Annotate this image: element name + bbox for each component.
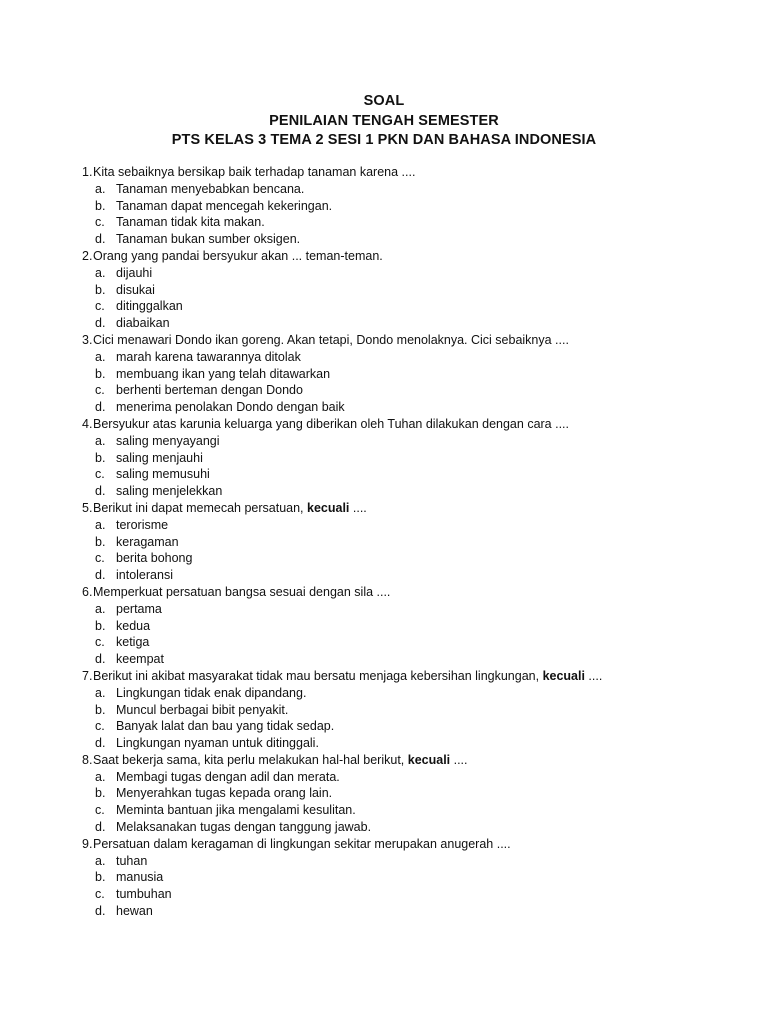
option-letter: d. xyxy=(95,652,106,667)
answer-option xyxy=(82,634,722,651)
question-item xyxy=(82,752,722,836)
option-letter: b. xyxy=(95,366,106,381)
question-item xyxy=(82,836,722,920)
option-text: disukai xyxy=(116,282,155,297)
option-text: saling menjelekkan xyxy=(116,484,223,499)
question-text: Berikut ini akibat masyarakat tidak mau bersatu menjaga kebersihan lingkungan, xyxy=(93,668,543,683)
option-letter: b. xyxy=(95,534,106,549)
option-text: tumbuhan xyxy=(116,887,172,902)
question-text: Memperkuat persatuan bangsa sesuai dengan sila .... xyxy=(93,584,391,599)
answer-option xyxy=(82,466,722,483)
question-text: Orang yang pandai bersyukur akan ... teman-teman. xyxy=(93,248,383,263)
option-list xyxy=(82,181,722,248)
option-text: manusia xyxy=(116,870,164,885)
answer-option xyxy=(82,618,722,635)
option-text: pertama xyxy=(116,601,162,616)
option-text: ditinggalkan xyxy=(116,299,183,314)
question-line xyxy=(82,500,722,517)
option-letter: c. xyxy=(95,887,105,902)
question-line xyxy=(82,752,722,769)
answer-option xyxy=(82,785,722,802)
question-text: Saat bekerja sama, kita perlu melakukan hal-hal berikut, xyxy=(93,752,408,767)
question-number: 3. xyxy=(82,332,93,347)
question-number: 7. xyxy=(82,668,93,683)
option-letter: d. xyxy=(95,736,106,751)
option-letter: a. xyxy=(95,853,106,868)
answer-option xyxy=(82,769,722,786)
answer-option xyxy=(82,567,722,584)
option-letter: a. xyxy=(95,601,106,616)
answer-option xyxy=(82,282,722,299)
header-subtitle: PENILAIAN TENGAH SEMESTER xyxy=(269,112,499,129)
answer-option xyxy=(82,869,722,886)
option-list xyxy=(82,349,722,416)
option-text: keempat xyxy=(116,652,164,667)
question-text: Persatuan dalam keragaman di lingkungan sekitar merupakan anugerah .... xyxy=(93,836,511,851)
answer-option xyxy=(82,517,722,534)
question-emphasis: kecuali xyxy=(307,500,350,515)
option-text: Menyerahkan tugas kepada orang lain. xyxy=(116,786,333,801)
answer-option xyxy=(82,903,722,920)
option-text: saling memusuhi xyxy=(116,467,210,482)
option-letter: b. xyxy=(95,198,106,213)
option-letter: d. xyxy=(95,232,106,247)
option-text: dijauhi xyxy=(116,265,153,280)
answer-option xyxy=(82,550,722,567)
question-text: Kita sebaiknya bersikap baik terhadap tanaman karena .... xyxy=(93,165,416,179)
answer-option xyxy=(82,853,722,870)
question-number: 8. xyxy=(82,752,93,767)
option-text: Lingkungan tidak enak dipandang. xyxy=(116,685,307,700)
answer-option xyxy=(82,718,722,735)
option-text: Muncul berbagai bibit penyakit. xyxy=(116,702,289,717)
question-number: 6. xyxy=(82,584,93,599)
answer-option xyxy=(82,735,722,752)
option-text: Melaksanakan tugas dengan tanggung jawab. xyxy=(116,820,372,835)
option-text: ketiga xyxy=(116,635,150,650)
option-letter: b. xyxy=(95,618,106,633)
option-letter: a. xyxy=(95,265,106,280)
question-number: 9. xyxy=(82,836,93,851)
answer-option xyxy=(82,298,722,315)
option-letter: d. xyxy=(95,316,106,331)
question-item xyxy=(82,668,722,752)
question-item xyxy=(82,416,722,500)
answer-option xyxy=(82,450,722,467)
answer-option xyxy=(82,366,722,383)
option-list xyxy=(82,769,722,836)
question-emphasis: kecuali xyxy=(407,752,451,767)
question-number: 1. xyxy=(82,165,93,179)
answer-option xyxy=(82,399,722,416)
answer-option xyxy=(82,231,722,248)
answer-option xyxy=(82,382,722,399)
option-text: membuang ikan yang telah ditawarkan xyxy=(116,366,331,381)
option-text: Tanaman tidak kita makan. xyxy=(116,215,265,230)
option-text: Tanaman bukan sumber oksigen. xyxy=(116,232,301,247)
option-text: saling menjauhi xyxy=(116,450,203,465)
question-suffix: .... xyxy=(584,668,603,683)
answer-option xyxy=(82,819,722,836)
question-line xyxy=(82,836,722,853)
header-course-line: PTS KELAS 3 TEMA 2 SESI 1 PKN DAN BAHASA INDONESIA xyxy=(171,132,597,148)
option-text: Tanaman menyebabkan bencana. xyxy=(116,181,305,196)
option-letter: c. xyxy=(95,215,105,230)
option-letter: a. xyxy=(95,769,106,784)
option-text: hewan xyxy=(116,904,153,919)
option-text: menerima penolakan Dondo dengan baik xyxy=(116,400,345,415)
answer-option xyxy=(82,702,722,719)
question-text: Berikut ini dapat memecah persatuan, xyxy=(93,500,308,515)
option-list xyxy=(82,685,722,752)
option-letter: c. xyxy=(95,803,105,818)
question-text: Bersyukur atas karunia keluarga yang diberikan oleh Tuhan dilakukan dengan cara .... xyxy=(93,416,569,431)
option-text: Tanaman dapat mencegah kekeringan. xyxy=(116,198,333,213)
option-letter: d. xyxy=(95,904,106,919)
option-letter: c. xyxy=(95,551,105,566)
question-list xyxy=(82,164,722,920)
answer-option xyxy=(82,214,722,231)
question-line xyxy=(82,248,722,265)
option-letter: c. xyxy=(95,635,105,650)
option-letter: a. xyxy=(95,685,106,700)
option-text: keragaman xyxy=(116,534,179,549)
option-letter: a. xyxy=(95,517,106,532)
answer-option xyxy=(82,601,722,618)
option-letter: b. xyxy=(95,870,106,885)
question-item xyxy=(82,584,722,668)
option-list xyxy=(82,433,722,500)
question-line xyxy=(82,584,722,601)
option-letter: a. xyxy=(95,181,106,196)
question-item xyxy=(82,332,722,416)
question-line xyxy=(82,332,722,349)
option-letter: d. xyxy=(95,820,106,835)
question-item xyxy=(82,500,722,584)
answer-option xyxy=(82,534,722,551)
option-letter: c. xyxy=(95,383,105,398)
question-number: 4. xyxy=(82,416,93,431)
question-line xyxy=(82,416,722,433)
answer-option xyxy=(82,265,722,282)
question-text: Cici menawari Dondo ikan goreng. Akan tetapi, Dondo menolaknya. Cici sebaiknya .... xyxy=(93,332,569,347)
question-number: 5. xyxy=(82,500,93,515)
answer-option xyxy=(82,483,722,500)
option-letter: d. xyxy=(95,400,106,415)
document-header xyxy=(0,92,768,151)
answer-option xyxy=(82,802,722,819)
option-text: diabaikan xyxy=(116,316,170,331)
answer-option xyxy=(82,651,722,668)
question-line xyxy=(82,164,722,181)
option-letter: b. xyxy=(95,282,106,297)
option-letter: b. xyxy=(95,786,106,801)
option-text: terorisme xyxy=(116,517,169,532)
option-letter: d. xyxy=(95,568,106,583)
option-text: Banyak lalat dan bau yang tidak sedap. xyxy=(116,719,335,734)
option-letter: d. xyxy=(95,484,106,499)
answer-option xyxy=(82,181,722,198)
answer-option xyxy=(82,315,722,332)
answer-option xyxy=(82,685,722,702)
option-list xyxy=(82,517,722,584)
option-list xyxy=(82,853,722,920)
option-text: saling menyayangi xyxy=(116,433,220,448)
option-text: Membagi tugas dengan adil dan merata. xyxy=(116,769,340,784)
option-list xyxy=(82,601,722,668)
option-letter: b. xyxy=(95,702,106,717)
question-suffix: .... xyxy=(349,500,367,515)
question-emphasis: kecuali xyxy=(542,668,585,683)
option-letter: c. xyxy=(95,467,105,482)
option-letter: c. xyxy=(95,719,105,734)
option-text: tuhan xyxy=(116,853,148,868)
option-text: Lingkungan nyaman untuk ditinggali. xyxy=(116,736,319,751)
option-text: Meminta bantuan jika mengalami kesulitan. xyxy=(116,803,356,818)
answer-option xyxy=(82,886,722,903)
question-number: 2. xyxy=(82,248,93,263)
option-text: intoleransi xyxy=(116,568,173,583)
option-letter: a. xyxy=(95,349,106,364)
option-letter: a. xyxy=(95,433,106,448)
option-text: kedua xyxy=(116,618,151,633)
option-list xyxy=(82,265,722,332)
option-letter: c. xyxy=(95,299,105,314)
header-title: SOAL xyxy=(363,93,405,109)
option-letter: b. xyxy=(95,450,106,465)
answer-option xyxy=(82,198,722,215)
question-item xyxy=(82,164,722,248)
answer-option xyxy=(82,349,722,366)
option-text: marah karena tawarannya ditolak xyxy=(116,349,301,364)
question-line xyxy=(82,668,722,685)
option-text: berhenti berteman dengan Dondo xyxy=(116,383,303,398)
question-suffix: .... xyxy=(450,752,468,767)
question-item xyxy=(82,248,722,332)
answer-option xyxy=(82,433,722,450)
option-text: berita bohong xyxy=(116,551,193,566)
